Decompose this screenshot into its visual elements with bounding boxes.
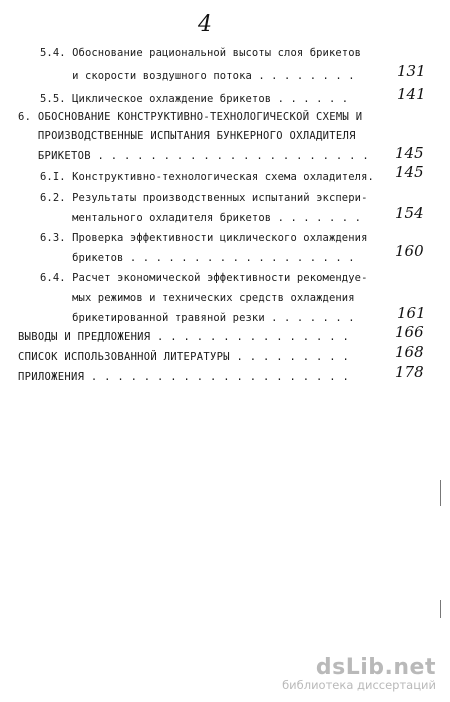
toc-line: 6.2. Результаты производственных испытаний экспери- [40, 192, 368, 204]
toc-line: брикетированной травяной резки . . . . . . . [40, 312, 355, 324]
page-number: 4 [198, 12, 212, 37]
toc-line: ментального охладителя брикетов . . . . . . . [40, 212, 362, 224]
watermark-title: dsLib.net [315, 655, 436, 680]
watermark [282, 655, 436, 692]
toc-line: 6.I. Конструктивно-технологическая схема охладителя. [40, 171, 374, 183]
toc-page-number: 166 [395, 323, 424, 341]
toc-page-number: 178 [395, 363, 424, 381]
toc-line: 6. ОБОСНОВАНИЕ КОНСТРУКТИВНО-ТЕХНОЛОГИЧЕСКОЙ СХЕМЫ И [18, 111, 363, 123]
toc-line: мых режимов и технических средств охлаждения [40, 292, 355, 304]
toc-line: 5.4. Обоснование рациональной высоты слоя брикетов [40, 47, 362, 59]
toc-page-number: 145 [395, 144, 424, 162]
toc-page-number: 160 [395, 242, 424, 260]
toc-line: 6.3. Проверка эффективности циклического охлаждения [40, 232, 368, 244]
toc-line: ПРОИЗВОДСТВЕННЫЕ ИСПЫТАНИЯ БУНКЕРНОГО ОХЛАДИТЕЛЯ [18, 130, 356, 142]
toc-line: 5.5. Циклическое охлаждение брикетов . . . . . . [40, 93, 349, 105]
toc-line: и скорости воздушного потока . . . . . . . . [40, 70, 355, 82]
toc-line: ПРИЛОЖЕНИЯ . . . . . . . . . . . . . . . . . . . . [18, 371, 350, 383]
toc-page-number: 168 [395, 343, 424, 361]
watermark-subtitle: библиотека диссертаций [282, 678, 436, 692]
scan-artifact [440, 600, 441, 618]
toc-page-number: 131 [397, 62, 426, 80]
toc-line: СПИСОК ИСПОЛЬЗОВАННОЙ ЛИТЕРАТУРЫ . . . . . . . . . [18, 351, 350, 363]
scan-artifact [440, 480, 441, 506]
toc-page-number: 141 [397, 85, 426, 103]
toc-line: БРИКЕТОВ . . . . . . . . . . . . . . . . . . . . . [18, 150, 369, 162]
toc-page-number: 154 [395, 204, 424, 222]
toc-page-number: 161 [397, 304, 426, 322]
toc-line: ВЫВОДЫ И ПРЕДЛОЖЕНИЯ . . . . . . . . . . . . . . . [18, 331, 350, 343]
toc-page-number: 145 [395, 163, 424, 181]
toc-line: 6.4. Расчет экономической эффективности рекомендуе- [40, 272, 368, 284]
toc-line: брикетов . . . . . . . . . . . . . . . . . . [40, 252, 355, 264]
